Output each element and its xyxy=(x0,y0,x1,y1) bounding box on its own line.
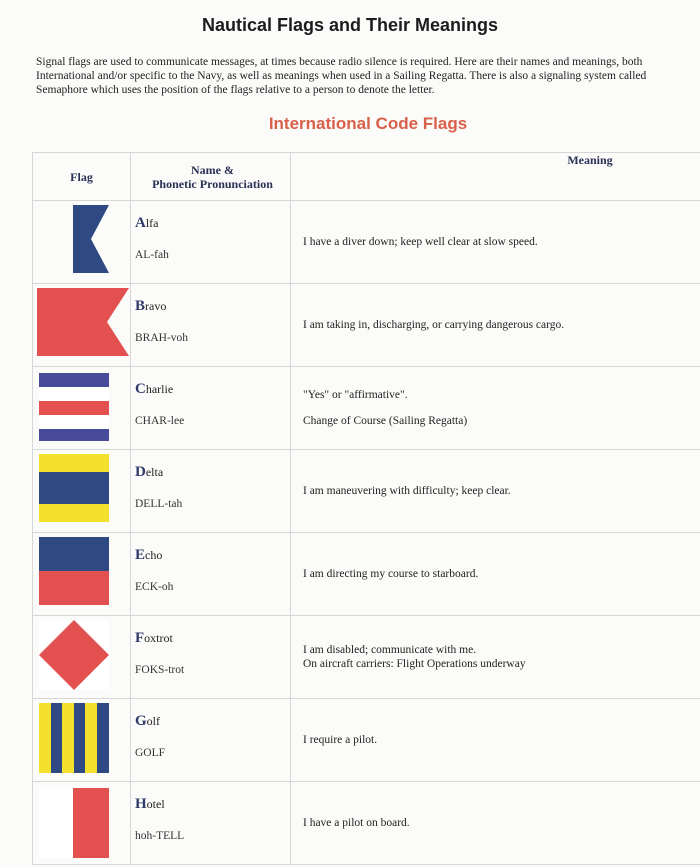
name-cell xyxy=(131,533,291,615)
flag-cell xyxy=(32,699,131,781)
flag-name-initial: E xyxy=(135,547,146,563)
flag-phonetic: ECK-oh xyxy=(135,581,174,593)
flag-name-rest: ravo xyxy=(145,299,167,313)
foxtrot-flag-icon xyxy=(33,616,132,698)
header-name-line1: Name & xyxy=(191,162,234,177)
hotel-flag-icon xyxy=(33,782,132,864)
flag-cell xyxy=(32,616,131,698)
name-cell xyxy=(131,699,291,781)
flag-phonetic: BRAH-voh xyxy=(135,332,189,344)
flag-name xyxy=(135,298,166,315)
flag-phonetic: hoh-TELL xyxy=(135,830,185,842)
flag-name-rest: elta xyxy=(145,465,164,479)
meaning-text: I am maneuvering with difficulty; keep clear. xyxy=(303,485,511,497)
name-cell xyxy=(131,616,291,698)
header-flag: Flag xyxy=(32,153,131,200)
flag-name-rest: lfa xyxy=(145,216,159,230)
flag-name xyxy=(135,381,173,398)
flag-name-rest: olf xyxy=(146,714,161,728)
table-row xyxy=(32,367,700,450)
meaning-text: "Yes" or "affirmative". xyxy=(303,389,408,401)
name-cell xyxy=(131,782,291,864)
name-cell xyxy=(131,367,291,449)
table-header-row xyxy=(32,153,700,201)
section-title: International Code Flags xyxy=(268,114,468,133)
meaning-cell xyxy=(291,201,700,283)
table-row xyxy=(32,450,700,533)
charlie-flag-icon xyxy=(33,367,132,449)
name-cell xyxy=(131,450,291,532)
flag-name-initial: F xyxy=(135,630,145,646)
header-name-line2: Phonetic Pronunciation xyxy=(152,176,273,191)
flag-name-rest: otel xyxy=(146,797,165,811)
flag-name xyxy=(135,796,165,813)
flag-name-initial: H xyxy=(135,796,147,812)
alfa-flag-icon xyxy=(33,201,132,283)
flag-cell xyxy=(32,201,131,283)
flag-phonetic: DELL-tah xyxy=(135,498,183,510)
flag-cell xyxy=(32,367,131,449)
flag-cell xyxy=(32,450,131,532)
table-row xyxy=(32,201,700,284)
bravo-flag-icon xyxy=(33,284,132,366)
meaning-text: I am taking in, discharging, or carrying dangerous cargo. xyxy=(303,319,565,331)
table-row xyxy=(32,533,700,616)
golf-flag-icon xyxy=(33,699,132,781)
flag-name-initial: B xyxy=(135,298,146,314)
meaning-text: I am disabled; communicate with me. xyxy=(303,644,477,656)
meaning-cell xyxy=(291,284,700,366)
flag-phonetic: AL-fah xyxy=(135,249,169,261)
flag-name xyxy=(135,547,162,564)
table-row xyxy=(32,782,700,865)
meaning-cell xyxy=(291,616,700,698)
flag-name-initial: C xyxy=(135,381,146,397)
flags-table xyxy=(32,152,700,865)
meaning-text: I am directing my course to starboard. xyxy=(303,568,479,580)
flag-name xyxy=(135,464,163,481)
flag-name-initial: D xyxy=(135,464,146,480)
meaning-cell xyxy=(291,699,700,781)
meaning-cell xyxy=(291,450,700,532)
table-row xyxy=(32,284,700,367)
meaning-cell xyxy=(291,367,700,449)
flag-phonetic: GOLF xyxy=(135,747,166,759)
meaning-text: Change of Course (Sailing Regatta) xyxy=(303,415,468,427)
meaning-text: On aircraft carriers: Flight Operations underway xyxy=(303,658,526,670)
flag-name xyxy=(135,713,160,730)
header-name xyxy=(131,153,291,200)
intro-paragraph: Signal flags are used to communicate messages, at times because radio silence is required. Here are their names and meanings, both International and/or specific to the Navy, as well as meanings when used in a Sailing Regatta. There is also a signaling system called Semaphore which uses the position of the flags relative to a person to denote the letter. xyxy=(36,56,647,96)
table-row xyxy=(32,616,700,699)
flag-name-rest: cho xyxy=(145,548,163,562)
table-row xyxy=(32,699,700,782)
flag-cell xyxy=(32,533,131,615)
header-meaning: Meaning xyxy=(567,153,613,167)
page-title: Nautical Flags and Their Meanings xyxy=(201,15,499,35)
meaning-text: I require a pilot. xyxy=(303,734,378,746)
flag-name xyxy=(135,215,159,232)
delta-flag-icon xyxy=(33,450,132,532)
name-cell xyxy=(131,201,291,283)
meaning-text: I have a diver down; keep well clear at slow speed. xyxy=(303,236,538,248)
flag-cell xyxy=(32,782,131,864)
flag-phonetic: FOKS-trot xyxy=(135,664,185,676)
meaning-cell xyxy=(291,782,700,864)
flag-phonetic: CHAR-lee xyxy=(135,415,185,427)
flag-cell xyxy=(32,284,131,366)
flag-name-rest: oxtrot xyxy=(144,631,173,645)
meaning-text: I have a pilot on board. xyxy=(303,817,410,829)
flag-name-rest: harlie xyxy=(145,382,174,396)
name-cell xyxy=(131,284,291,366)
flag-name-initial: G xyxy=(135,713,147,729)
meaning-cell xyxy=(291,533,700,615)
echo-flag-icon xyxy=(33,533,132,615)
flag-name-initial: A xyxy=(135,215,146,231)
flag-name xyxy=(135,630,173,647)
